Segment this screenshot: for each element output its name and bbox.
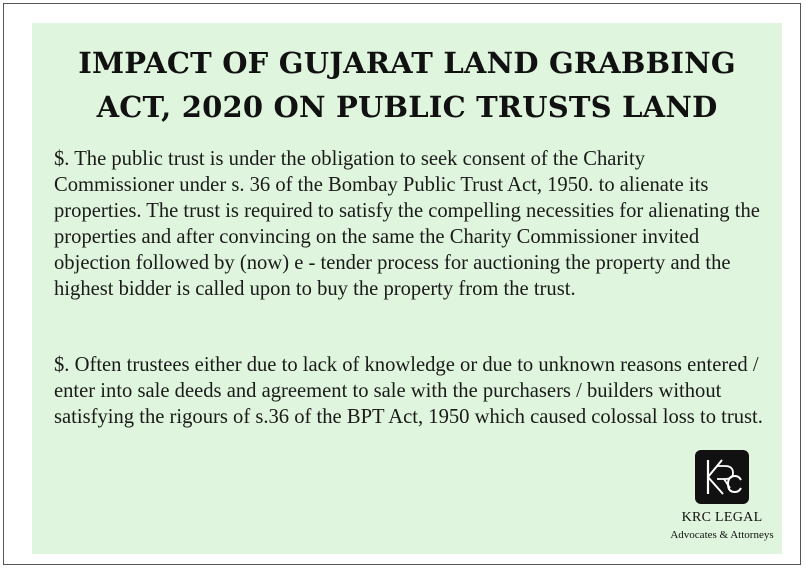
title-line-2: ACT, 2020 ON PUBLIC TRUSTS LAND (96, 90, 718, 124)
paragraph-2: $. Often trustees either due to lack of knowledge or due to unknown reasons entered / enter into sale deeds and agreement to sale with the purchasers / builders without satisfying the rigours of s.36 of the BPT Act, 1950 which caused colossal loss to trust. (54, 354, 763, 429)
paragraph-1: $. The public trust is under the obligation to seek consent of the Charity Commissioner under s. 36 of the Bombay Public Trust Act, 1950. to alienate its properties. The trust is required to satisfy the compelling necessities for alienating the properties and after convincing on the same the Charity Commissioner invited objection followed by (now) e - tender process for auctioning the property and the highest bidder is called upon to buy the property from the trust. (54, 148, 760, 301)
content-panel (32, 23, 782, 554)
krc-monogram-svg (695, 450, 749, 504)
title-line-1: IMPACT OF GUJARAT LAND GRABBING (78, 46, 736, 80)
document-title (32, 41, 782, 129)
krc-logo-icon (695, 450, 749, 504)
page-frame (3, 3, 801, 565)
brand-tagline: Advocates & Attorneys (670, 529, 774, 541)
brand-name: KRC LEGAL (681, 510, 763, 525)
